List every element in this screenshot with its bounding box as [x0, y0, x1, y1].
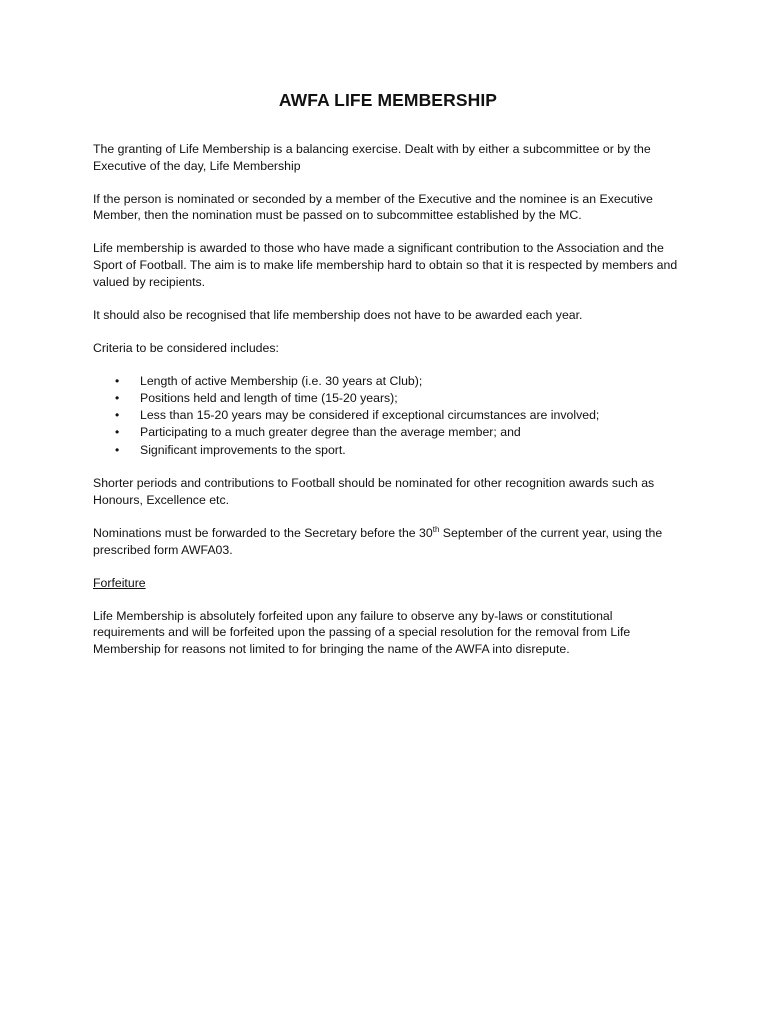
bullet-icon: •	[115, 408, 120, 423]
paragraph-awarded-to: Life membership is awarded to those who have made a significant contribution to the Association and the Sport of Football. The aim is to make life membership hard to obtain so that it is respected by members and valued by recipients.	[93, 241, 678, 289]
paragraph-nomination-executive: If the person is nominated or seconded by a member of the Executive and the nominee is an Executive Member, then the nomination must be passed on to subcommittee established by the MC.	[93, 191, 653, 223]
criteria-item-text: Positions held and length of time (15-20 years);	[140, 391, 398, 406]
bullet-icon: •	[115, 373, 120, 388]
bullet-icon: •	[115, 425, 120, 440]
ordinal-suffix: th	[432, 524, 440, 534]
deadline-text-before: Nominations must be forwarded to the Secretary before the 30	[93, 526, 433, 541]
paragraph-nomination-deadline	[93, 525, 683, 558]
list-item	[93, 424, 683, 441]
list-item	[93, 442, 683, 459]
paragraph-granting: The granting of Life Membership is a balancing exercise. Dealt with by either a subcommittee or by the Executive of the day, Life Membership	[93, 142, 651, 173]
bullet-icon: •	[115, 442, 120, 457]
list-item	[93, 390, 683, 407]
list-item	[93, 373, 683, 390]
bullet-icon: •	[115, 391, 120, 406]
document-page	[93, 90, 683, 674]
forfeiture-heading: Forfeiture	[93, 575, 146, 590]
criteria-item-text: Length of active Membership (i.e. 30 years at Club);	[140, 373, 423, 388]
paragraph-shorter-periods: Shorter periods and contributions to Football should be nominated for other recognition awards such as Honours, Excellence etc.	[93, 476, 655, 507]
criteria-item-text: Significant improvements to the sport.	[140, 442, 346, 457]
criteria-list	[93, 373, 683, 459]
criteria-item-text: Less than 15-20 years may be considered if exceptional circumstances are involved;	[140, 408, 600, 423]
paragraph-criteria-intro: Criteria to be considered includes:	[93, 340, 279, 355]
deadline-text-after: September of the current year, using the prescribed form AWFA03.	[93, 526, 663, 557]
paragraph-forfeiture: Life Membership is absolutely forfeited upon any failure to observe any by-laws or constitutional requirements and will be forfeited upon the passing of a special resolution for the removal from Life Membership for reasons not limited to for bringing the name of the AWFA into disrepute.	[93, 608, 631, 657]
criteria-item-text: Participating to a much greater degree than the average member; and	[140, 425, 521, 440]
paragraph-recognised: It should also be recognised that life membership does not have to be awarded each year.	[93, 307, 583, 322]
list-item	[93, 407, 683, 424]
document-title: AWFA LIFE MEMBERSHIP	[278, 90, 498, 110]
